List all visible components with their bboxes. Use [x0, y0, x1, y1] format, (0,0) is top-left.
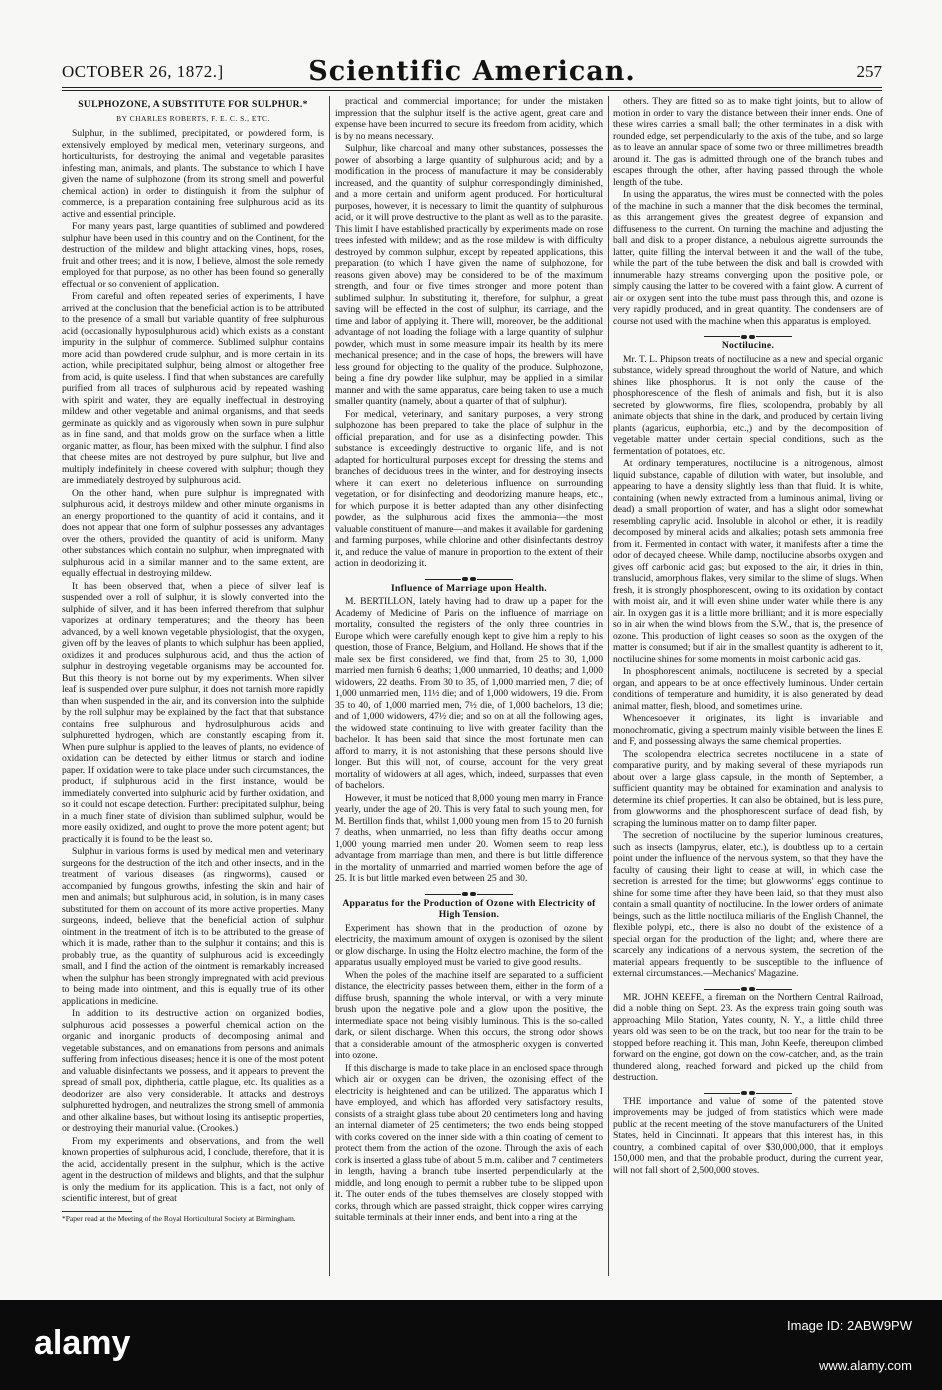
paragraph: When the poles of the machine itself are separated to a sufficient distance, the electricity passes between them, either in the form of a diffuse brush, spanning the whole interval, or with a very minute brush upon the negative pole and a glow upon the positive, the intermediate space not being visibly luminous. This is the so-called dark, or silent discharge. When this occurs, the strong odor shows that a considerable amount of the atmospheric oxygen is converted into ozone. — [335, 969, 603, 1061]
article-title-sulphozone: SULPHOZONE, A SUBSTITUTE FOR SULPHUR.* — [78, 99, 308, 110]
column-3 — [613, 96, 883, 1284]
paragraph: If this discharge is made to take place in an enclosed space through which air or oxygen can be driven, the ozonising effect of the electricity is heightened and can be utilized. The apparatus which I have employed, and which has afforded very satisfactory results, consists of a straight glass tube about 20 centimeters long and having an internal diameter of 25 centimeters; the two ends being stopped with corks covered on the inner side with a thin coating of cement to protect them from the action of the ozone. Through the axis of each cork is inserted a glass tube of about 5 m.m. caliber and 7 centimeters in length, having a branch tube inserted perpendicularly at the middle, and long enough to permit a rubber tube to be slipped upon it. The outer ends of the tubes themselves are closely stopped with corks, through which are passed straight, thick copper wires carrying suitable terminals at their inner ends, and bent into a ring at the — [335, 1062, 603, 1223]
paragraph: It has been observed that, when a piece of silver leaf is suspended over a roll of sulphur, it is slowly converted into the sulphide of silver, and it has been inferred therefrom that sulphur vaporizes at ordinary temperatures; and the theory has been advanced, by a well known vegetable physiologist, that the oxygen, given off by the leaves of plants to which sulphur has been applied, oxidizes it and produces sulphurous acid, and thus the action of sulphur in destroying vegetable organisms may be accounted for. But this theory is not borne out by my experiments. When silver leaf is suspended over pure sulphur, it does not tarnish more rapidly than when suspended in the air, and its conversion into the sulphide by the roll sulphur may be explained by the fact that that substance contains free sulphurous and hydrosulphurous acids and sulphuretted hydrogen, which are constantly escaping from it. When pure sulphur is applied to the leaves of plants, no evidence of oxidation can be detected by either litmus or starch and iodine paper. If oxidation were to take place under such circumstances, the product, if sulphurous acid in the first instance, would be immediately converted into sulphuric acid by further oxidation, and so it could not escape detection. Further: precipitated sulphur, being in a much finer state of division than sublimed sulphur, would be more easily oxidized, and ought to prove the more potent agent; but practically it is found to be the least so. — [62, 580, 324, 845]
article-byline: BY CHARLES ROBERTS, F. E. C. S., ETC. — [116, 113, 270, 123]
paragraph: For many years past, large quantities of sublimed and powdered sulphur have been used in this country and on the Continent, for the destruction of the mildew and blight attacking vines, hops, roses, fruit and other trees; and it is now, I believe, almost the sole remedy employed for that purpose, as no other has been found so generally effectual or so convenient of application. — [62, 221, 324, 290]
column-divider — [329, 96, 330, 1276]
article-title-marriage: Influence of Marriage upon Health. — [391, 582, 547, 594]
paragraph: In phosphorescent animals, noctilucene is secreted by a special organ, and appears to be at once effectively luminous. Under certain conditions of temperature and humidity, it is also generated by dead animal matter, flesh, blood, and sometimes urine. — [613, 666, 883, 712]
section-ornament — [613, 331, 883, 337]
article-title-ozone: Apparatus for the Production of Ozone with Electricity of High Tension. — [342, 897, 596, 920]
paragraph: At ordinary temperatures, noctilucine is a nitrogenous, almost liquid substance, capable of dilution with water, but insoluble, and appearing to have a density slightly less than that fluid. It is white, containing (when newly extracted from a luminous animal, living or dead) a small proportion of water, and has a slight odor somewhat resembling caprylic acid. Insoluble in alcohol or ether, it is readily decomposed by mineral acids and alkalies; potash sets ammonia free from it. Fermented in contact with water, it manifests after a time the odor of decayed cheese. While damp, noctilucine absorbs oxygen and gives off carbonic acid gas; but exposed to the air, it dries in thin, translucid, amorphous flakes, very similar to the slime of slugs. When fresh, it is strongly phosphorescent, owing to its oxidation by contact with moist air, and it will even shine under water while there is any air. In oxygen gas it is a little more brilliant; and it is more especially so in air when the wind blows from the S.W., that is, the presence of ozone. This production of light ceases so soon as the oxygen of the matter is consumed; but if air in the smallest quantity is adherent to it, noctilucine shines for some moments in moist carbonic acid gas. — [613, 458, 883, 665]
image-id: Image ID: 2ABW9PW — [787, 1318, 912, 1333]
paragraph: From my experiments and observations, and from the well known properties of sulphurous acid, I conclude, therefore, that it is the acid, accidentally present in the sulphur, which is the active agent in the destruction of mildews and blights, and that the sulphur is only the medium for its application. This is a fact, not only of scientific interest, but of great — [62, 1135, 324, 1204]
footnote: *Paper read at the Meeting of the Royal Horticultural Society at Birmingham. — [62, 1213, 296, 1223]
paragraph: In using the apparatus, the wires must be connected with the poles of the machine in such a manner that the disk becomes the terminal, as this arrangement gives the greatest degree of expansion and diffuseness to the current. On turning the machine and adjusting the ball and disk to a proper distance, a nebulous aigrette surrounds the latter, quite filling the interval between it and the wall of the tube, while the part of the tube between the disk and ball is crowded with innumerable hazy streams converging upon the positive pole, or simply causing the latter to be covered with a faint glow. A current of air or oxygen sent into the tube must pass through this, and ozone is very rapidly produced, and in great quantity. The condensers are of course not used with the machine when this apparatus is employed. — [613, 189, 883, 327]
paragraph: The secretion of noctilucine by the superior luminous creatures, such as insects (lampyrus, elater, etc.), is doubtless up to a certain point under the influence of the nervous system, so that they have the faculty of causing their light to cease at will, in which case the secretion is arrested for the time; but glowworms' eggs continue to shine for some time after they have been laid, so that they must also contain a small quantity of noctilucine. In the lower orders of animate beings, such as the little noctiluca miliaris of the English Channel, the flexible polypi, etc., there is also no doubt of the existence of a special organ for the production of the light; and, where there are scarcely any indications of a nervous system, the secretion of the material appears frequently to be susceptible to the influence of external circumstances.—Mechanics' Magazine. — [613, 830, 883, 979]
paragraph: Mr. T. L. Phipson treats of noctilucine as a new and special organic substance, widely spread throughout the world of Nature, and which shines like phosphorus. It is not only the cause of the phosphorescence of the flesh of animals and fish, but it is also secreted by glowworms, fire flies, scolopendra, probably by all animate objects that shine in the dark, and produced by certain living plants (agaricus, euphorbia, etc.,) and by the decomposition of vegetable matter under certain special conditions, such as the fermentation of potatoes, etc. — [613, 353, 883, 457]
paragraph: Whencesoever it originates, its light is invariable and monochromatic, giving a spectrum mainly visible between the lines E and F, and possessing always the same chemical properties. — [613, 713, 883, 747]
page-header — [62, 58, 882, 88]
paragraph: Experiment has shown that in the production of ozone by electricity, the maximum amount of oxygen is ozonised by the silent or glow discharge. In using the Holtz electro machine, the form of the apparatus usually employed must be varied to give good results. — [335, 922, 603, 968]
paragraph: For medical, veterinary, and sanitary purposes, a very strong sulphozone has been prepared to take the place of sulphur in the official preparation, and for use as a disinfecting powder. This substance is exceedingly destructive to organic life, and is not adapted for horticultural purposes except for dressing the stems and branches of deciduous trees in the winter, and for destroying insects where it can exert no deleterious influence on surrounding vegetation, or for disinfecting and deodorizing manure heaps, etc., for which purpose it is better adapted than any other disinfecting powder, as the sulphurous acid fixes the ammonia—the most valuable constituent of manure—and makes it available for gardening and farming purposes, while chlorine and other disinfectants destroy it, and reduce the value of manure in proportion to the extent of their action in deodorizing it. — [335, 408, 603, 569]
page-number: 257 — [856, 62, 882, 81]
paragraph: M. BERTILLON, lately having had to draw up a paper for the Academy of Medicine of Paris on the influence of marriage on mortality, consulted the registers of the only three countries in Europe which were carefully enough kept to give him a reply to his question, those of France, Belgium, and Holland. He shows that if the male sex be first considered, we find that, from 25 to 30, 1,000 married men furnish 6 deaths; 1,000 unmarried, 10 deaths; and 1,000 widowers, 22 deaths. From 30 to 35, of 1,000 married men, 7 die; of 1,000 unmarried men, 11½ die; and of 1,000 widowers, 19 die. From 35 to 40, of 1,000 married men, 7½ die, of 1,000 bachelors, 13 die; and of 1,000 widowers, 47½ die; and so on at all the following ages, the widowed state continuing to live with greater facility than the bachelor. It has been said that since the most fortunate men can afford to marry, it is not astonishing that these persons should live longer. But this will not, of course, account for the very great mortality of widowers at all ages, which, indeed, surpasses that even of bachelors. — [335, 596, 603, 791]
column-1 — [62, 96, 324, 1284]
stock-watermark-bar — [0, 1300, 942, 1390]
paragraph: From careful and often repeated series of experiments, I have arrived at the conclusion that the beneficial action is to be attributed to the presence of a small but variable quantity of free sulphurous acid (occasionally hyposulphurous acid) which exists as a constant impurity in the sulphur of commerce. Sublimed sulphur contains more acid than powdered crude sulphur, and is more certain in its action, while precipitated sulphur, being almost or altogether free from acid, is quite useless. I find that when substances are carefully purified from all traces of sulphurous acid by repeated washing with spirit and water, they are equally ineffectual in destroying mildew and other vegetable and animal organisms, and that seeds germinate as quickly and as vigorously when sown in pure sulphur as in fine sand, and that molds grow on the surface when a little organic matter, as flour, has been mixed with the sulphur. I find also that cheese mites are not destroyed by pure sulphur, but live and multiply indefinitely in cheese covered with sulphur; though they are immediately destroyed by sulphurous acid. — [62, 291, 324, 486]
paragraph: others. They are fitted so as to make tight joints, but to allow of motion in order to vary the distance between their inner ends. One of these wires carries a small ball; the other terminates in a disk with rounded edge, set perpendicularly to the axis of the tube, and so large as to leave an annular space of some two or three millimetres breadth around it. The gas is admitted through one of the branch tubes and escapes through the other, after having passed through the whole length of the tube. — [613, 96, 883, 188]
header-rule-thin — [62, 90, 882, 91]
column-2 — [335, 96, 603, 1284]
paragraph: Sulphur, in the sublimed, precipitated, or powdered form, is extensively employed by medical men, veterinary surgeons, and horticulturists, for destroying the animal and vegetable parasites infesting man, animals, and plants. The substance to which I have given the name of sulphozone (from its strong smell and powerful chemical action) in order to distinguish it from the sulphur of commerce, is a preparation containing free sulphurous acid as its active and essential principle. — [62, 128, 324, 220]
section-ornament — [335, 574, 603, 580]
section-ornament — [335, 889, 603, 895]
section-ornament — [613, 984, 883, 990]
article-title-noctilucine: Noctilucine. — [721, 340, 775, 351]
section-ornament — [613, 1088, 883, 1094]
paragraph: Sulphur in various forms is used by medical men and veterinary surgeons for the destruction of the itch and other insects, and in the treatment of various diseases (as ringworms), caused or accompanied by fungous growths, infesting the skin and hair of men and animals; but sulphurous acid, in solution, is in many cases substituted for them on account of its more active properties. Many surgeons, indeed, believe that the beneficial action of sulphur ointment in the treatment of itch is to be attributed to the grease of which it is made, rather than to the sulphur it contains; and this is probably true, as the quantity of sulphurous acid is exceedingly small, and I find the action of the ointment is remarkably increased when the sulphur has been strongly impregnated with acid previous to being made into ointment, and this is equally true of its other applications in medicine. — [62, 846, 324, 1007]
paragraph: practical and commercial importance; for under the mistaken impression that the sulphur itself is the active agent, great care and expense have been incurred to secure its freedom from acidity, which is by no means necessary. — [335, 96, 603, 142]
stock-url: www.alamy.com — [819, 1358, 912, 1373]
paragraph: Sulphur, like charcoal and many other substances, possesses the power of absorbing a large quantity of sulphurous acid; and by a modification in the process of manufacture it may be considerably increased, and the quantity of sulphur correspondingly diminished, and a more certain and uniform agent produced. For horticultural purposes, however, it is necessary to limit the quantity of sulphurous acid, or it will prove destructive to the plant as well as to the parasite. This limit I have established practically by experiments made on rose trees infested with mildew; and as the rose mildew is with difficulty destroyed by common sulphur, except by repeated applications, this preparation (to which I have given the name of sulphozone, for reasons given above) may be considered to be of the maximum strength, and four or five times stronger and more potent than sublimed sulphur. In substituting it, therefore, for sulphur, a great saving will be effected in the cost of sulphur, its carriage, and the time and labor of applying it. There will, moreover, be the additional advantage of not loading the foliage with a large quantity of sulphur powder, which must in some measure impair its health by its mere mechanical presence; and in the case of hops, the brewers will have less ground for objecting to the quality of the produce. Sulphozone, being a fine dry powder like sulphur, may be applied in a similar manner and with the same apparatus, care being taken to use a much smaller quantity (namely, about a quarter of that of sulphur). — [335, 143, 603, 407]
masthead-title: Scientific American. — [308, 56, 636, 87]
header-rule — [62, 87, 882, 88]
paragraph: The scolopendra electrica secretes noctilucene in a state of comparative purity, and by making several of these myriapods run about over a large glass capsule, in the month of September, a sufficient quantity may be obtained for examination and analysis to determine its chief properties. It can also be obtained, but is less pure, from glowworms and the phosphorescent surface of dead fish, by scraping the luminous matter on to damp filter paper. — [613, 748, 883, 829]
paragraph: However, it must be noticed that 8,000 young men marry in France yearly, under the age of 20. This is very fatal to such young men, for M. Bertillon finds that, whilst 1,000 young men from 15 to 20 furnish 7 deaths, when unmarried, no less than fifty deaths occur among 1,000 young married men under 20. Women seem to reap less advantage from marriage than men, and there is but little difference in the mortality of unmarried and married women before the age of 25. It is but little marked even between 25 and 30. — [335, 792, 603, 884]
paragraph: MR. JOHN KEEFE, a fireman on the Northern Central Railroad, did a noble thing on Sept. 23. As the express train going south was approaching Milo Station, Yates county, N. Y., a little child three years old was seen to be on the track, but too near for the train to be stopped before reaching it. This man, John Keefe, thereupon climbed forward on the engine, got down on the cow-catcher, and, as the train thundered along, reached forward and picked up the child from destruction. — [613, 991, 883, 1083]
column-divider — [608, 96, 609, 1276]
footnote-rule — [62, 1211, 132, 1212]
paragraph: In addition to its destructive action on organized bodies, sulphurous acid possesses a powerful chemical action on the organic and inorganic products of decomposing animal and vegetable substances, and on emanations from persons and animals suffering from infectious diseases; hence it is one of the most potent and valuable disinfectants we possess, and it appears to prevent the spread of small pox, diphtheria, cattle plague, etc. Its qualities as a deodorizer are also very considerable. It attacks and destroys sulphuretted hydrogen, and neutralizes the strong smell of ammonia and other alkaline bases, but without losing its antiseptic properties, or destroying their manurial value. (Crookes.) — [62, 1008, 324, 1134]
paragraph: THE importance and value of some of the patented stove improvements may be judged of from statistics which were made public at the recent meeting of the stove manufacturers of the United States, held in Cincinnati. It appears that this interest has, in this country, a combined capital of over $30,000,000, that it employs 150,000 men, and that the probable product, during the current year, will not fall short of 2,500,000 stoves. — [613, 1095, 883, 1176]
issue-date: OCTOBER 26, 1872.] — [62, 62, 224, 81]
paragraph: On the other hand, when pure sulphur is impregnated with sulphurous acid, it destroys mildew and other minute organisms in an energy proportioned to the quantity of acid it contains, and it does not appear that one form of sulphur possesses any advantages over the others, provided the quantity of acid is uniform. Many other substances which contain no sulphur, when impregnated with sulphurous acid in a similar manner and to the same extent, are equally effectual in destroying mildew. — [62, 487, 324, 579]
alamy-logo: alamy — [34, 1324, 131, 1362]
